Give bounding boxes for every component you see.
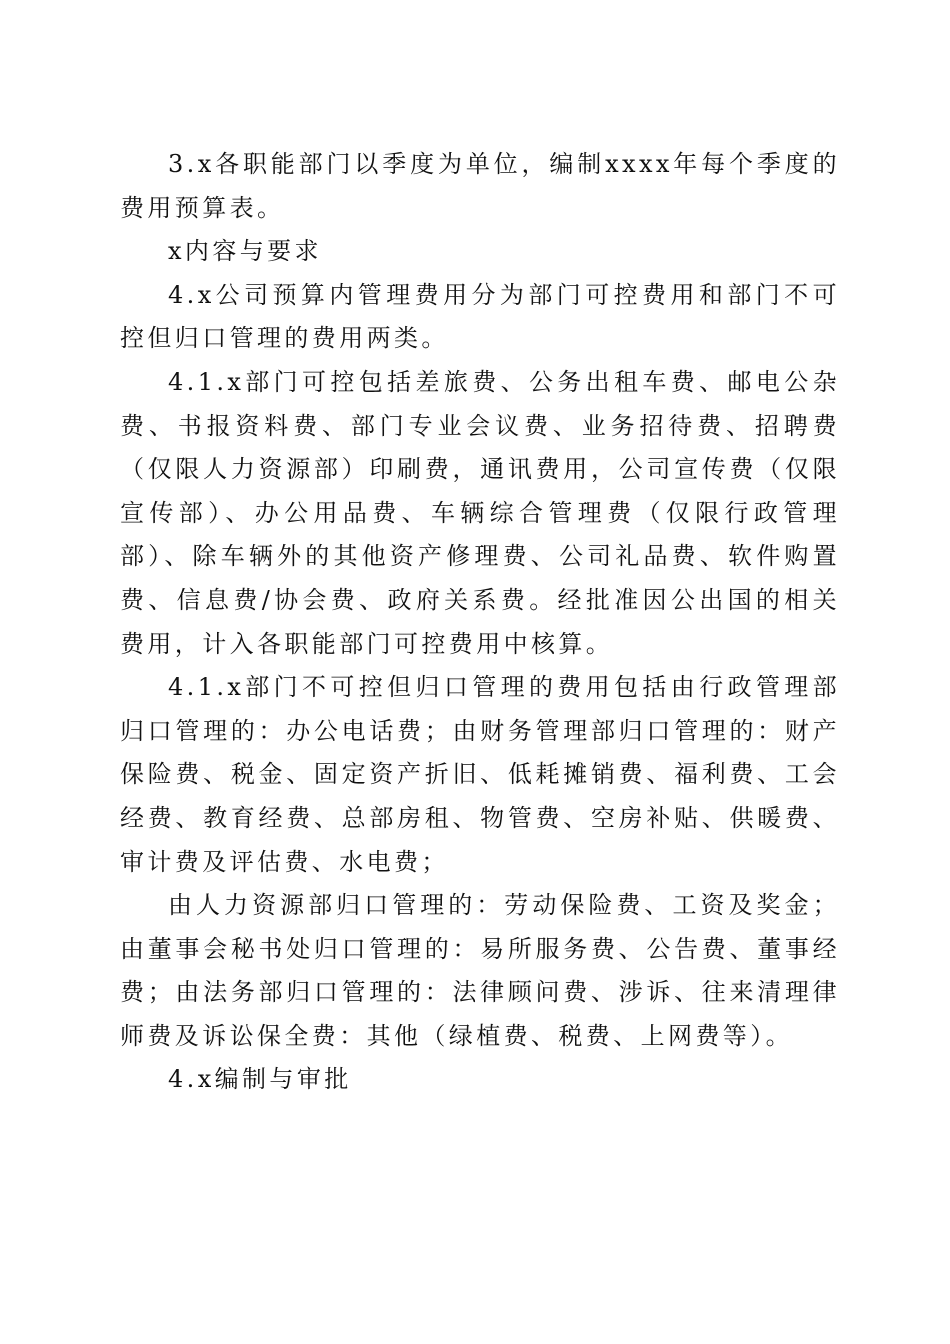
heading-content-requirements: x内容与要求 (168, 237, 322, 266)
paragraph-41x-uncontrollable-expenses: 4.1.x部门不可控但归口管理的费用包括由行政管理部归口管理的：办公电话费；由财务管理部归口管理的：财产保险费、税金、固定资产折旧、低耗摊销费、福利费、工会经费、教育经费、总部房租、物管费、空房补贴、供暖费、审计费及评估费、水电费； (120, 673, 840, 876)
paragraph-3x-budget-table: 3.x各职能部门以季度为单位，编制xxxx年每个季度的费用预算表。 (120, 150, 840, 222)
heading-compilation-approval: 4.x编制与审批 (168, 1065, 352, 1094)
paragraph-4x-expense-categories: 4.x公司预算内管理费用分为部门可控费用和部门不可控但归口管理的费用两类。 (120, 280, 840, 353)
document-body (120, 143, 840, 1102)
paragraph-other-departments: 由人力资源部归口管理的：劳动保险费、工资及奖金；由董事会秘书处归口管理的：易所服务费、公告费、董事经费；由法务部归口管理的：法律顾问费、涉诉、往来清理律师费及诉讼保全费：其他（绿植费、税费、上网费等）。 (120, 891, 840, 1050)
paragraph-41x-controllable-expenses: 4.1.x部门可控包括差旅费、公务出租车费、邮电公杂费、书报资料费、部门专业会议费、业务招待费、招聘费（仅限人力资源部）印刷费，通讯费用，公司宣传费（仅限宣传部）、办公用品费、车辆综合管理费（仅限行政管理部）、除车辆外的其他资产修理费、公司礼品费、软件购置费、信息费/协会费、政府关系费。经批准因公出国的相关费用，计入各职能部门可控费用中核算。 (120, 367, 840, 658)
